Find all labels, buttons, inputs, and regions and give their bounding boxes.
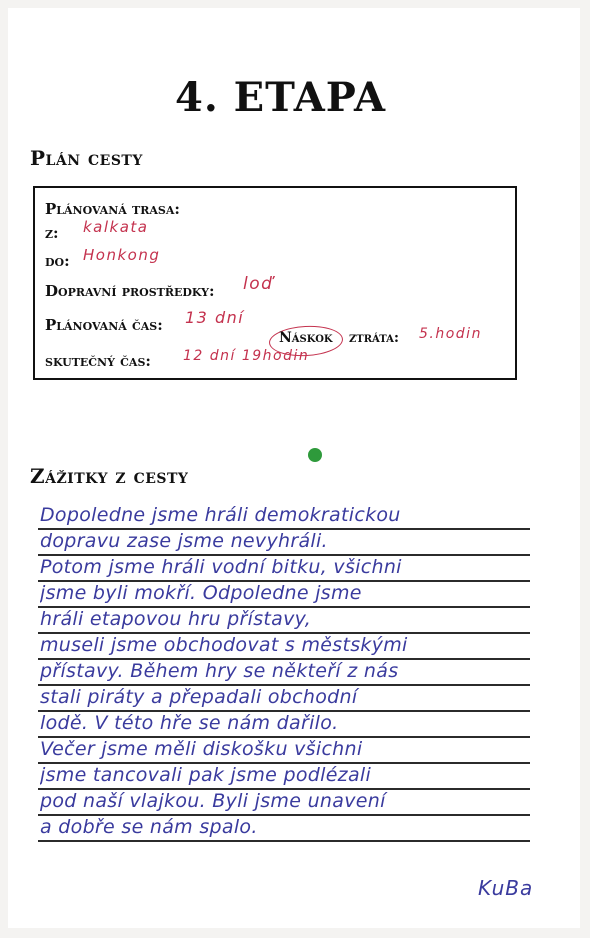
from-value: kalkata — [83, 218, 149, 236]
handwritten-line: pod naší vlajkou. Byli jsme unavení — [40, 790, 386, 812]
handwritten-line: jsme byli mokří. Odpoledne jsme — [40, 582, 362, 604]
planned-time-label: Plánovaná čas: — [45, 316, 163, 334]
planned-time-value: 13 dní — [185, 308, 245, 327]
handwritten-line: stali piráty a přepadali obchodní — [40, 686, 358, 708]
green-dot — [308, 448, 322, 462]
actual-time-label: skutečný čas: — [45, 352, 151, 370]
transport-label: Dopravní prostředky: — [45, 282, 215, 300]
to-label: do: — [45, 252, 70, 270]
ruled-line — [38, 840, 530, 842]
route-label: Plánovaná trasa: — [45, 200, 180, 218]
handwritten-line: Dopoledne jsme hráli demokratickou — [40, 504, 401, 526]
workbook-page — [8, 8, 580, 928]
lead-label: Náskok — [279, 330, 333, 346]
handwritten-line: hráli etapovou hru přístavy, — [40, 608, 312, 630]
to-value: Honkong — [83, 246, 161, 264]
from-label: z: — [45, 224, 59, 242]
plan-heading: Plán cesty — [30, 146, 143, 170]
actual-time-value: 12 dní 19hodin — [183, 348, 310, 364]
handwritten-line: a dobře se nám spalo. — [40, 816, 258, 838]
experiences-heading: Zážitky z cesty — [30, 464, 189, 488]
difference-value: 5.hodin — [419, 326, 482, 342]
signature: KuBa — [478, 876, 534, 900]
loss-label: ztráta: — [349, 330, 400, 346]
page-title: 4. ETAPA — [175, 74, 386, 121]
plan-box — [33, 186, 517, 380]
handwritten-line: dopravu zase jsme nevyhráli. — [40, 530, 328, 552]
transport-value: loď — [243, 274, 274, 294]
handwritten-line: lodě. V této hře se nám dařilo. — [40, 712, 339, 734]
bleed-through-text — [52, 48, 212, 70]
handwritten-line: Večer jsme měli diskošku všichni — [40, 738, 363, 760]
handwritten-line: museli jsme obchodovat s městskými — [40, 634, 408, 656]
handwritten-line: přístavy. Během hry se někteří z nás — [40, 660, 399, 682]
handwritten-line: jsme tancovali pak jsme podlézali — [40, 764, 372, 786]
handwritten-line: Potom jsme hráli vodní bitku, všichni — [40, 556, 402, 578]
